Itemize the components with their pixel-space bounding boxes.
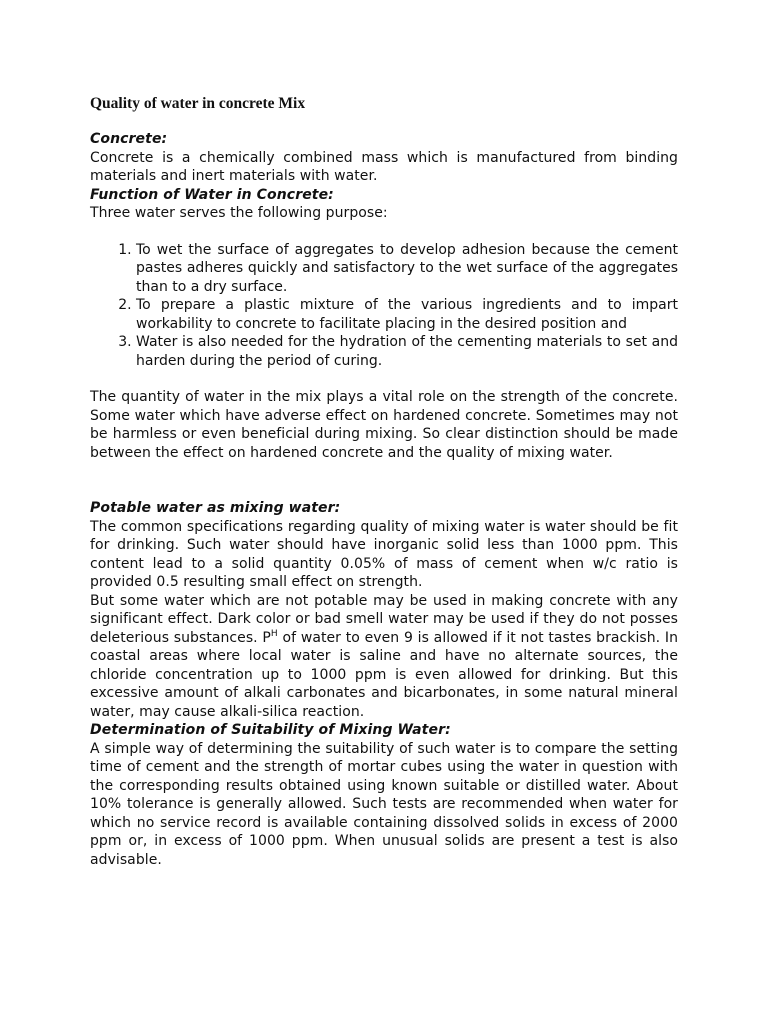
concrete-text: Concrete is a chemically combined mass which is manufactured from binding materials and inert materials with water. [90, 149, 678, 184]
water-quantity-paragraph: The quantity of water in the mix plays a vital role on the strength of the concrete. Some water which have adverse effect on hardened concrete. Sometimes may not be harmless or even beneficial during mixing. So clear distinction should be made between the effect on hardened concrete and the quality of mixing water. [90, 389, 678, 461]
document-title: Quality of water in concrete Mix [90, 95, 306, 112]
spacer [90, 462, 678, 499]
concrete-heading: Concrete: [90, 131, 168, 147]
potable-paragraph-1: The common specifications regarding quality of mixing water is water should be fit for drinking. Such water should have inorganic solid less than 1000 ppm. This content lead to a solid quantity 0.05% of mass of cement when w/c ratio is provided 0.5 resulting small effect on strength. [90, 518, 678, 590]
potable-heading: Potable water as mixing water: [90, 500, 341, 516]
purpose-list [90, 241, 678, 371]
potable-text-after: of water to even 9 is allowed if it not tastes brackish. In coastal areas where local water is saline and have no alternate sources, the chloride concentration up to 1000 ppm is even allowed for drinking. But this excessive amount of alkali carbonates and bicarbonates, in some natural mineral water, may cause alkali-silica reaction. [90, 629, 679, 720]
function-intro: Three water serves the following purpose: [90, 205, 388, 221]
function-heading: Function of Water in Concrete: [90, 186, 334, 203]
determination-heading: Determination of Suitability of Mixing Water: [90, 722, 451, 738]
determination-paragraph: A simple way of determining the suitability of such water is to compare the setting time of cement and the strength of mortar cubes using the water in question with the corresponding results obtained using known suitable or distilled water. About 10% tolerance is generally allowed. Such tests are recommended when water for which no service record is available containing dissolved solids in excess of 2000 ppm or, in excess of 1000 ppm. When unusual solids are present a test is also advisable. [90, 740, 678, 868]
list-item: 1. To wet the surface of aggregates to develop adhesion because the cement pastes adheres quickly and satisfactory to the wet surface of the aggregates than to a dry surface. [136, 241, 678, 297]
potable-paragraph-2 [90, 592, 678, 722]
ph-superscript: H [270, 628, 278, 639]
list-item: 2. To prepare a plastic mixture of the various ingredients and to impart workability to concrete to facilitate placing in the desired position and [136, 296, 678, 333]
list-item: 3. Water is also needed for the hydration of the cementing materials to set and harden during the period of curing. [136, 333, 678, 370]
potable-text-before: But some water which are not potable may be used in making concrete with any significant effect. Dark color or bad smell water may be used if they do not posses deleterious substances. P [90, 592, 678, 646]
